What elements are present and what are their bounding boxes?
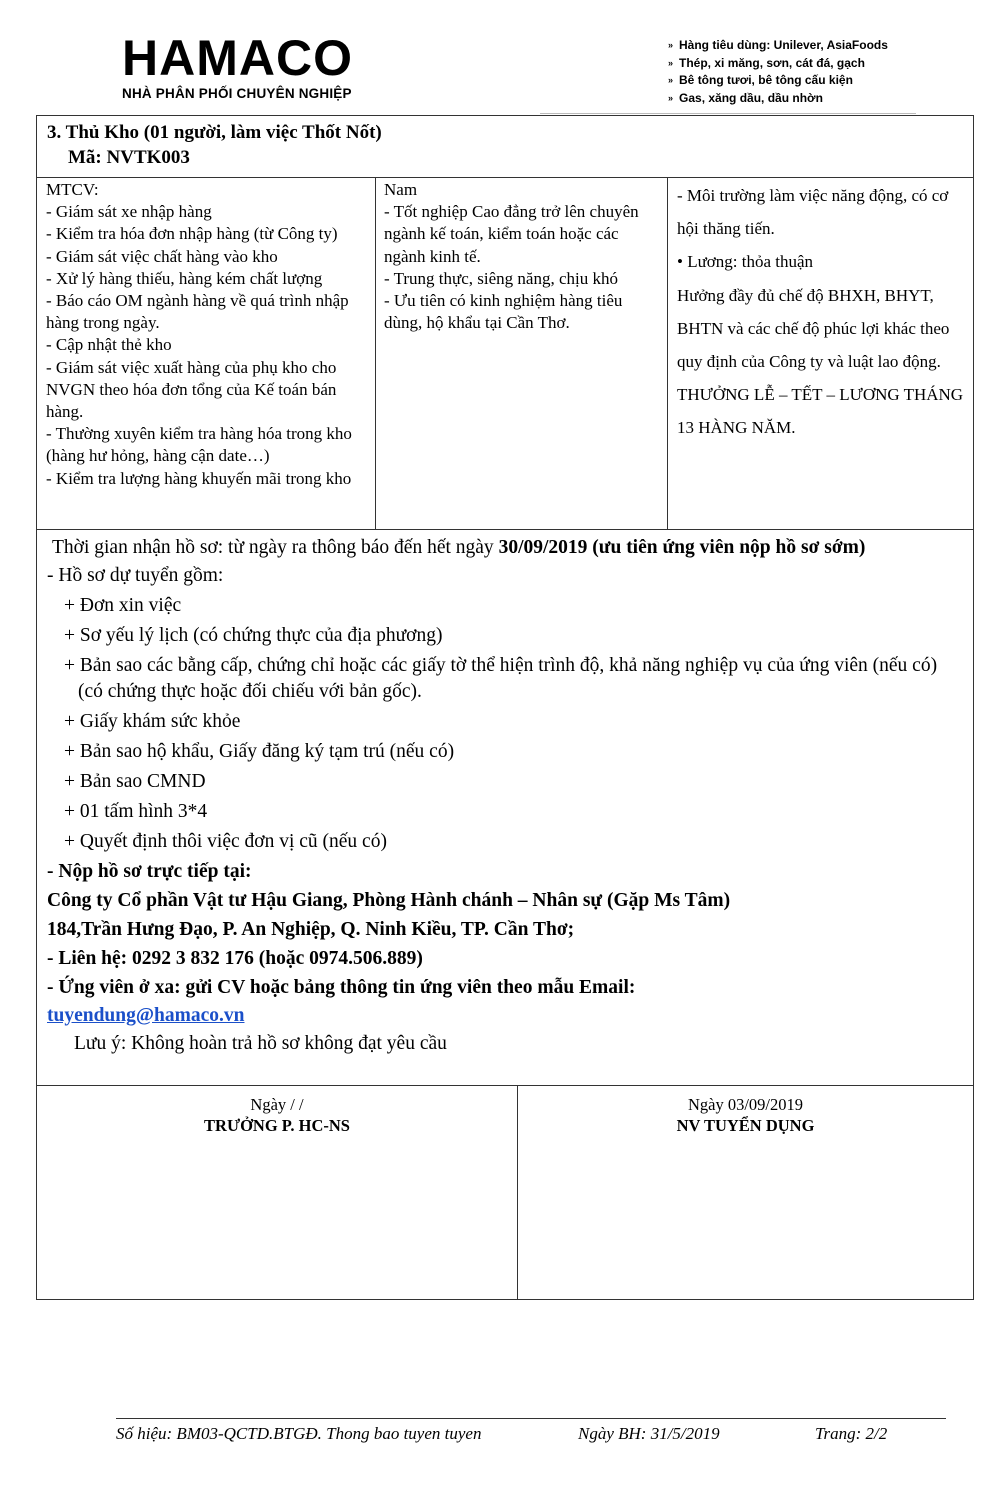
signature-date: Ngày 03/09/2019 [687,1095,804,1114]
document-item: + Bản sao các bằng cấp, chứng chỉ hoặc các giấy tờ thể hiện trình độ, khả năng nghiệp vụ của ứng viên (nếu có) (có chứng thực hoặc đối chiếu với bản gốc). [64,655,938,702]
requirement-item: - Trung thực, siêng năng, chịu khó [384,268,618,288]
document-item: + Bản sao hộ khẩu, Giấy đăng ký tạm trú (nếu có) [64,741,455,762]
application-deadline: Thời gian nhận hồ sơ: từ ngày ra thông báo đến hết ngày 30/09/2019 (ưu tiên ứng viên nộp hồ sơ sớm) [52,537,866,558]
email-link[interactable]: tuyendung@hamaco.vn [47,1005,245,1026]
job-posting-table [36,115,974,1300]
benefit-item: • Lương: thỏa thuận [677,252,814,272]
requirement-item: - Tốt nghiệp Cao đẳng trở lên chuyên ngành kế toán, kiểm toán hoặc các ngành kinh tế. [384,202,639,266]
email-line [47,1002,963,1029]
signature-role: TRƯỞNG P. HC-NS [204,1116,350,1135]
position-code: Mã: NVTK003 [68,147,190,168]
signature-date: Ngày / / [250,1095,304,1114]
duty-item: - Kiểm tra lượng hàng khuyến mãi trong kho [46,468,352,488]
signature-recruiter [518,1086,973,1299]
double-chevron-right-icon: » [668,57,674,68]
company-name: Công ty Cổ phần Vật tư Hậu Giang, Phòng Hành chánh – Nhân sự (Gặp Ms Tâm) [47,890,731,911]
footer-doc-number: Số hiệu: BM03-QCTD.BTGĐ. Thong bao tuyen tuyen [116,1424,482,1443]
document-item: + Đơn xin việc [64,595,182,616]
duty-item: - Giám sát việc chất hàng vào kho [46,246,278,266]
product-list [668,37,888,107]
product-item: » Bê tông tươi, bê tông cấu kiện [668,73,853,87]
company-address: 184,Trần Hưng Đạo, P. An Nghiệp, Q. Ninh Kiều, TP. Cần Thơ; [47,919,575,940]
submit-title: - Nộp hồ sơ trực tiếp tại: [47,861,252,882]
duty-item: - Cập nhật thẻ kho [46,335,172,355]
signature-block [37,1086,973,1299]
company-logo: HAMACO [122,30,353,86]
product-item: » Thép, xi măng, sơn, cát đá, gạch [668,55,865,70]
document-item: + Sơ yếu lý lịch (có chứng thực của địa phương) [64,625,443,646]
benefits-column [668,178,973,529]
double-chevron-right-icon: » [668,92,674,103]
documents-title: - Hồ sơ dự tuyển gồm: [47,565,224,586]
document-item: + Quyết định thôi việc đơn vị cũ (nếu có) [64,831,387,852]
contact-line: - Liên hệ: 0292 3 832 176 (hoặc 0974.506.889) [47,948,423,969]
duty-item: - Giám sát việc xuất hàng của phụ kho cho NVGN theo hóa đơn tổng của Kế toán bán hàng. [46,357,337,422]
double-chevron-right-icon: » [668,75,674,85]
document-item: + 01 tấm hình 3*4 [64,801,208,822]
return-note: Lưu ý: Không hoàn trả hồ sơ không đạt yêu cầu [74,1033,447,1054]
footer-divider [116,1418,946,1419]
duty-item: MTCV: [46,180,99,199]
requirement-item: Nam [384,180,418,199]
duty-item: - Kiểm tra hóa đơn nhập hàng (từ Công ty) [46,224,338,244]
documents-list [47,591,963,857]
document-item: + Giấy khám sức khỏe [64,711,241,732]
signature-hr-head [37,1086,518,1299]
benefit-item: Hưởng đầy đủ chế độ BHXH, BHYT, BHTN và các chế độ phúc lợi khác theo quy định của Công ty và luật lao động. THƯỞNG LỄ – TẾT – LƯƠNG THÁNG 13 HÀNG NĂM. [677,285,964,438]
duty-item: - Báo cáo OM ngành hàng về quá trình nhập hàng trong ngày. [46,291,349,333]
position-details [37,178,973,530]
footer-page-number: Trang: 2/2 [815,1424,888,1443]
header-divider [540,113,916,114]
requirement-item: - Ưu tiên có kinh nghiệm hàng tiêu dùng, hộ khẩu tại Cần Thơ. [384,291,623,333]
signature-role: NV TUYỂN DỤNG [676,1116,815,1135]
company-tagline: NHÀ PHÂN PHỐI CHUYÊN NGHIỆP [122,86,352,101]
position-header [37,116,973,178]
document-item: + Bản sao CMND [64,771,206,792]
double-chevron-right-icon: » [668,40,674,50]
duty-item: - Giám sát xe nhập hàng [46,202,212,222]
requirements-column [376,178,668,529]
footer-issue-date: Ngày BH: 31/5/2019 [578,1424,720,1443]
position-title: 3. Thủ Kho (01 người, làm việc Thốt Nốt) [47,122,382,143]
duty-item: - Xử lý hàng thiếu, hàng kém chất lượng [46,268,323,288]
remote-applicant-note: - Ứng viên ở xa: gửi CV hoặc bảng thông tin ứng viên theo mẫu Email: [47,977,636,998]
product-item: » Gas, xăng dầu, dầu nhờn [668,90,823,105]
duty-item: - Thường xuyên kiểm tra hàng hóa trong kho (hàng hư hỏng, hàng cận date…) [46,424,352,466]
letterhead [0,0,1000,115]
duties-column [37,178,376,529]
product-item: » Hàng tiêu dùng: Unilever, AsiaFoods [668,38,888,52]
benefit-item: - Môi trường làm việc năng động, có cơ hội thăng tiến. [677,186,949,239]
application-info [37,530,973,1086]
